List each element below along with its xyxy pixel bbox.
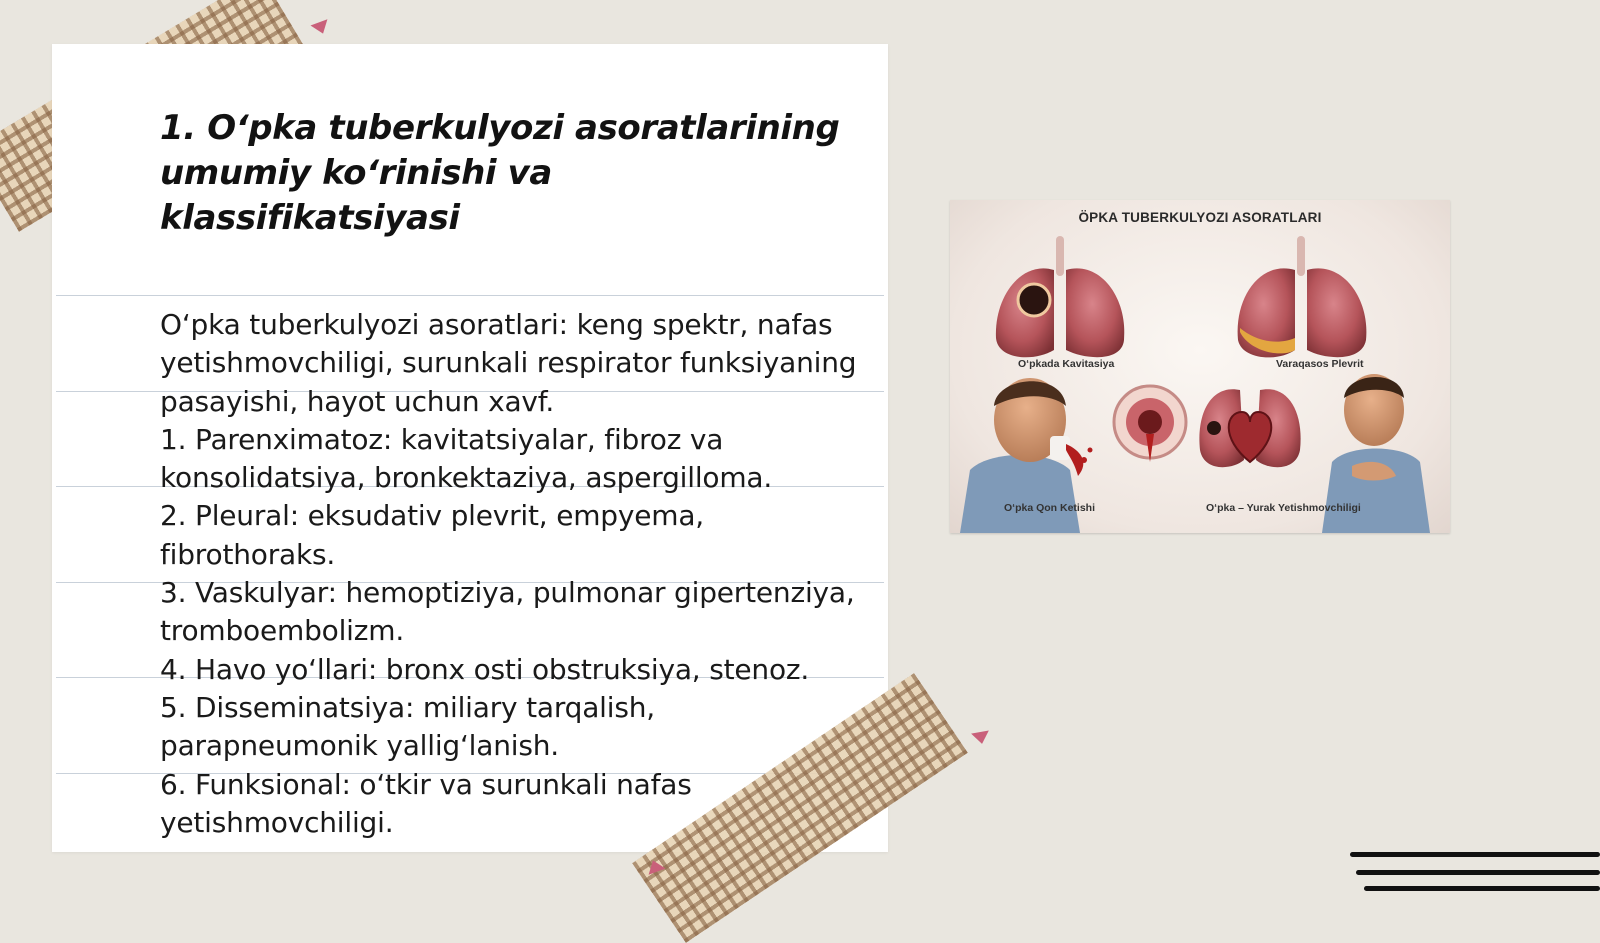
label-pleurisy: Varaqasos Plevrit (1276, 358, 1364, 370)
illustration-title: ÖPKA TUBERKULYOZI ASORATLARI (1078, 210, 1322, 225)
body-item-pleural: 2. Pleural: eksudativ plevrit, empyema, fibrothoraks. (160, 499, 704, 571)
paper-rule-line (56, 295, 884, 296)
body-item-functional: 6. Funksional: o‘tkir va surunkali nafas yetishmovchiligi. (160, 767, 692, 839)
bleeding-bronchus-icon (1114, 386, 1186, 462)
body-item-airways: 4. Havo yo‘llari: bronx osti obstruksiya, stenoz. (160, 652, 810, 686)
pin-decoration (310, 19, 331, 36)
lungs-pleurisy-icon (1238, 236, 1367, 357)
slide-title: 1. O‘pka tuberkulyozi asoratlarining umumiy ko‘rinishi va klassifikatsiyasi (160, 108, 840, 238)
body-item-dissemination: 5. Disseminatsiya: miliary tarqalish, parapneumonik yallig‘lanish. (160, 690, 655, 763)
slide-body (160, 306, 860, 842)
body-paragraph-intro: O‘pka tuberkulyozi asoratlari: keng spektr, nafas yetishmovchiligi, surunkali respirator funksiyaning pasayishi, hayot uchun xavf. (160, 308, 857, 418)
lungs-cavity-icon (996, 236, 1124, 357)
label-cardiopulmonary: O‘pka – Yurak Yetishmovchiligi (1206, 502, 1361, 514)
label-cavitation: O‘pkada Kavitasiya (1018, 358, 1115, 370)
pin-decoration (971, 731, 991, 746)
body-item-parenchymal: 1. Parenximatoz: kavitatsiyalar, fibroz va konsolidatsiya, bronkektaziya, aspergilloma. (160, 422, 773, 495)
decorative-stroke (1364, 886, 1600, 891)
decorative-stroke (1356, 870, 1600, 875)
decorative-stroke (1350, 852, 1600, 857)
heart-lungs-icon (1199, 389, 1300, 467)
medical-illustration (950, 200, 1450, 533)
body-item-vascular: 3. Vaskulyar: hemoptiziya, pulmonar gipertenziya, tromboembolizm. (160, 576, 855, 648)
label-hemorrhage: O‘pka Qon Ketishi (1004, 502, 1096, 514)
